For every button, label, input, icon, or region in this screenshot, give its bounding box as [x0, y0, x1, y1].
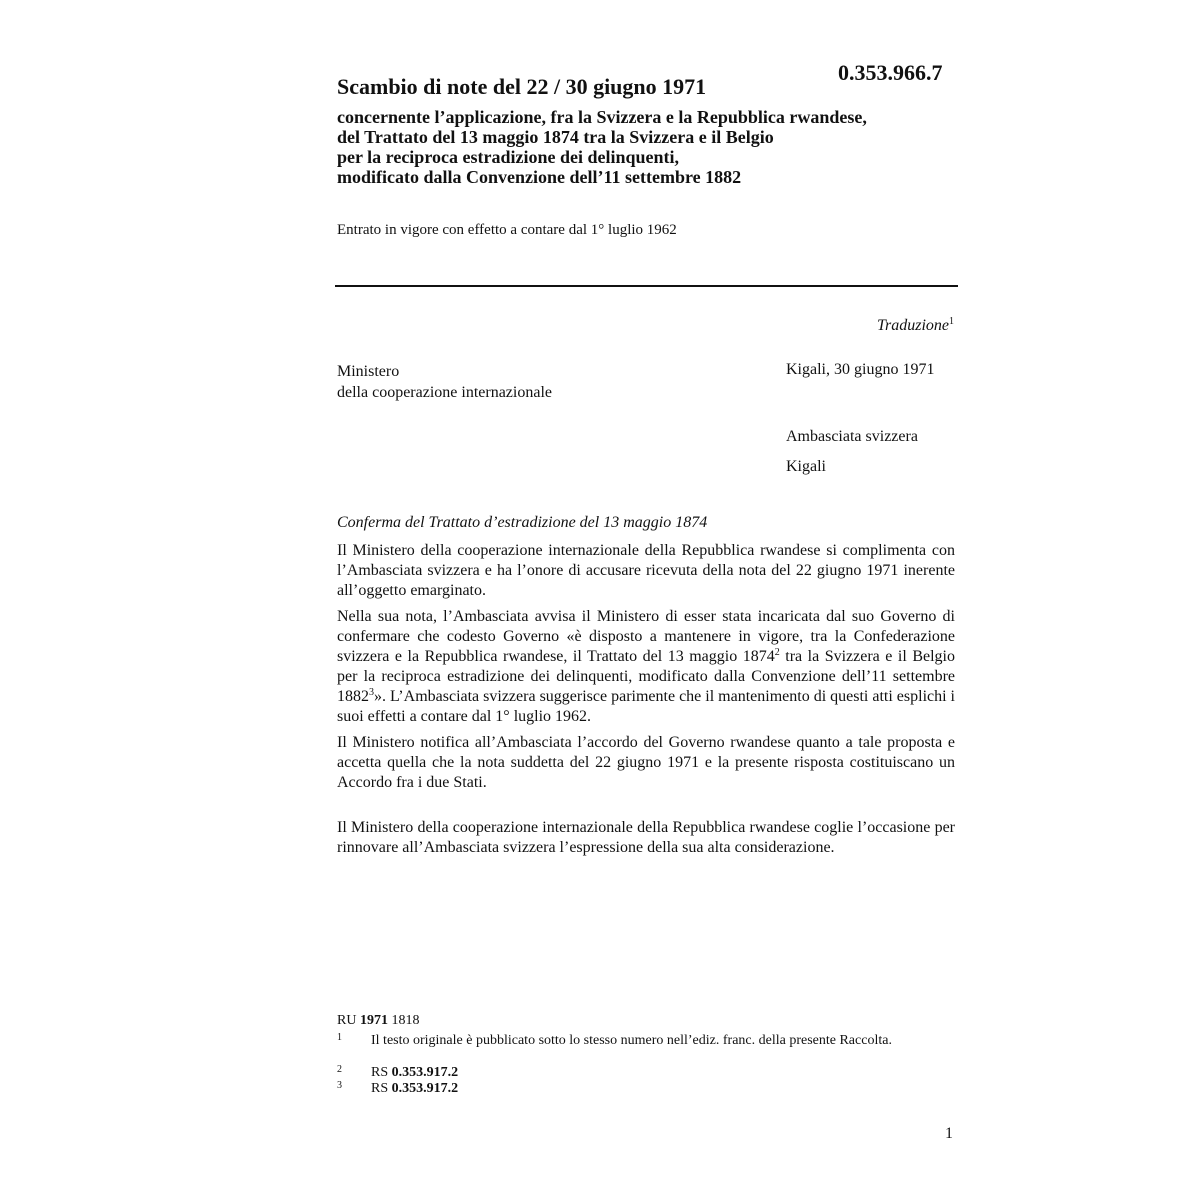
paragraph-text: ». L’Ambasciata svizzera suggerisce parimente che il mantenimento di questi atti esplichi i suoi effetti a contare dal 1° luglio 1962. — [337, 688, 955, 725]
subtitle-line: modificato dalla Convenzione dell’11 settembre 1882 — [337, 167, 742, 187]
place-date: Kigali, 30 giugno 1971 — [786, 361, 935, 378]
addressee-block — [786, 422, 918, 482]
footnote — [337, 1066, 957, 1080]
footnote-link[interactable]: 0.353.917.2 — [391, 1065, 459, 1080]
letter-subject: Conferma del Trattato d’estradizione del 13 maggio 1874 — [337, 514, 708, 531]
paragraph-text: tra la Svizzera e il Belgio per la reciproca estradizione dei delinquenti, modificato dalla Convenzione dell’11 settembre 1882 — [337, 648, 955, 705]
letter-body — [337, 541, 955, 864]
footnote-ref: 1 — [949, 316, 954, 327]
translation-label — [877, 317, 954, 335]
ru-reference — [337, 1013, 419, 1029]
footnote-number: 3 — [337, 1080, 342, 1091]
footnote-ref: 3 — [369, 687, 374, 698]
footnote — [337, 1034, 957, 1048]
subtitle-line: per la reciproca estradizione dei delinquenti, — [337, 147, 679, 167]
body-paragraph: Il Ministero notifica all’Ambasciata l’accordo del Governo rwandese quanto a tale proposta e accetta quella che la nota suddetta del 22 giugno 1971 e la presente risposta costituiscano un Accordo fra i due Stati. — [337, 734, 955, 791]
ru-prefix: RU — [337, 1013, 357, 1028]
paragraph-text: Nella sua nota, l’Ambasciata avvisa il Ministero di esser stata incaricata dal suo Governo di confermare che codesto Governo «è disposto a mantenere in vigore, tra la Confederazione svizzera e la Repubblica rwandese, il Trattato del 13 maggio 1874 — [337, 608, 955, 665]
footnote-number: 1 — [337, 1032, 342, 1043]
footnote-text — [371, 1066, 957, 1080]
footnote-text: Il testo originale è pubblicato sotto lo stesso numero nell’ediz. franc. della presente Raccolta. — [371, 1033, 892, 1048]
body-paragraph — [337, 607, 955, 727]
ru-year: 1971 — [359, 1013, 388, 1028]
translation-text: Traduzione — [876, 317, 949, 334]
sender-line: Ministero — [337, 363, 400, 380]
addressee-line: Kigali — [786, 458, 826, 475]
footnote — [337, 1082, 957, 1096]
footnote-prefix: RS — [371, 1065, 389, 1080]
entry-into-force: Entrato in vigore con effetto a contare dal 1° luglio 1962 — [337, 222, 677, 238]
subtitle-line: concernente l’applicazione, fra la Svizzera e la Repubblica rwandese, — [337, 107, 867, 127]
sender-block — [337, 361, 552, 403]
document-subtitle — [337, 107, 867, 187]
header-divider — [335, 285, 958, 287]
footnote-link[interactable]: 0.353.917.2 — [391, 1081, 459, 1096]
closing-paragraph: Il Ministero della cooperazione internazionale della Repubblica rwandese coglie l’occasione per rinnovare all’Ambasciata svizzera l’espressione della sua alta considerazione. — [337, 819, 955, 856]
ru-page: 1818 — [391, 1013, 420, 1028]
footnote-prefix: RS — [371, 1081, 389, 1096]
sr-number: 0.353.966.7 — [838, 60, 943, 85]
body-paragraph: Il Ministero della cooperazione internazionale della Repubblica rwandese si complimenta con l’Ambasciata svizzera e ha l’onore di accusare ricevuta della nota del 22 giugno 1971 inerente all’oggetto emarginato. — [337, 542, 955, 599]
footnote-text — [371, 1082, 957, 1096]
sender-line: della cooperazione internazionale — [337, 384, 552, 401]
addressee-line: Ambasciata svizzera — [786, 428, 918, 445]
footnote-number: 2 — [337, 1064, 342, 1075]
document-title: Scambio di note del 22 / 30 giugno 1971 — [337, 74, 707, 99]
footnote-ref: 2 — [774, 647, 780, 658]
page-number: 1 — [945, 1125, 953, 1142]
subtitle-line: del Trattato del 13 maggio 1874 tra la Svizzera e il Belgio — [337, 127, 774, 147]
